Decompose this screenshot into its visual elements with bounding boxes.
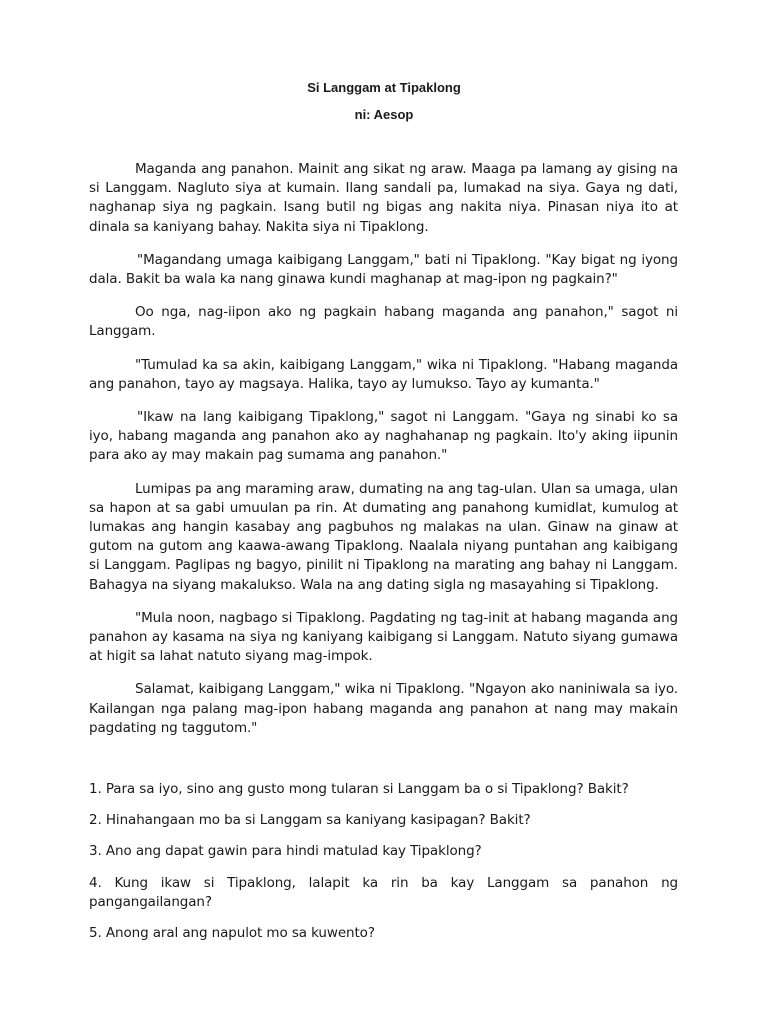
story-paragraph: Oo nga, nag-iipon ako ng pagkain habang maganda ang panahon," sagot ni Langgam. bbox=[89, 304, 678, 340]
story-title: Si Langgam at Tipaklong bbox=[307, 80, 461, 95]
story-paragraph: Maganda ang panahon. Mainit ang sikat ng araw. Maaga pa lamang ay gising na si Langgam. Nagluto siya at kumain. Ilang sandali pa, lumakad na siya. Gaya ng dati, naghanap siya ng pagkain. Isang butil ng bigas ang nakita niya. Pinasan niya ito at dinala sa kaniyang bahay. Nakita siya ni Tipaklong. bbox=[89, 161, 678, 235]
story-paragraph: "Ikaw na lang kaibigang Tipaklong," sagot ni Langgam. "Gaya ng sinabi ko sa iyo, habang maganda ang panahon ako ay naghahanap ng pagkain. Ito'y aking iipunin para ako ay may makain pag sumama ang panahon." bbox=[89, 409, 678, 464]
question-item: 1. Para sa iyo, sino ang gusto mong tularan si Langgam ba o si Tipaklong? Bakit? bbox=[89, 781, 629, 797]
question-item: 4. Kung ikaw si Tipaklong, lalapit ka rin ba kay Langgam sa panahon ng pangangailangan? bbox=[89, 874, 678, 910]
story-author: ni: Aesop bbox=[354, 107, 414, 122]
story-body bbox=[89, 160, 678, 752]
story-paragraph: Lumipas pa ang maraming araw, dumating na ang tag-ulan. Ulan sa umaga, ulan sa hapon at sa gabi umuulan pa rin. At dumating ang panahong kumidlat, kumulog at lumakas ang hangin kasabay ang pagbuhos ng malakas na ulan. Ginaw na ginaw at gutom na gutom ang kaawa-awang Tipaklong. Naalala niyang puntahan ang kaibigang si Langgam. Paglipas ng bagyo, pinilit ni Tipaklong na marating ang bahay ni Langgam. Bahagya na siyang makalukso. Wala na ang dating sigla ng masayahing si Tipaklong. bbox=[89, 480, 678, 593]
question-item: 3. Ano ang dapat gawin para hindi matulad kay Tipaklong? bbox=[89, 843, 482, 860]
question-item: 2. Hinahangaan mo ba si Langgam sa kaniyang kasipagan? Bakit? bbox=[89, 812, 531, 829]
story-paragraph: "Tumulad ka sa akin, kaibigang Langgam," wika ni Tipaklong. "Habang maganda ang panahon, tayo ay magsaya. Halika, tayo ay lumukso. Tayo ay kumanta." bbox=[89, 356, 678, 392]
story-paragraph: Salamat, kaibigang Langgam," wika ni Tipaklong. "Ngayon ako naniniwala sa iyo. Kailangan nga palang mag-ipon habang maganda ang panahon at nang may makain pagdating ng taggutom." bbox=[89, 681, 678, 736]
question-item: 5. Anong aral ang napulot mo sa kuwento? bbox=[89, 925, 375, 942]
story-paragraph: "Mula noon, nagbago si Tipaklong. Pagdating ng tag-init at habang maganda ang panahon ay kasama na siya ng kaniyang kaibigang si Langgam. Natuto siyang gumawa at higit sa lahat natuto siyang mag-impok. bbox=[89, 609, 678, 665]
question-list bbox=[89, 780, 678, 955]
story-paragraph: "Magandang umaga kaibigang Langgam," bati ni Tipaklong. "Kay bigat ng iyong dala. Bakit ba wala ka nang ginawa kundi maghanap at mag-ipon ng pagkain?" bbox=[89, 251, 678, 288]
